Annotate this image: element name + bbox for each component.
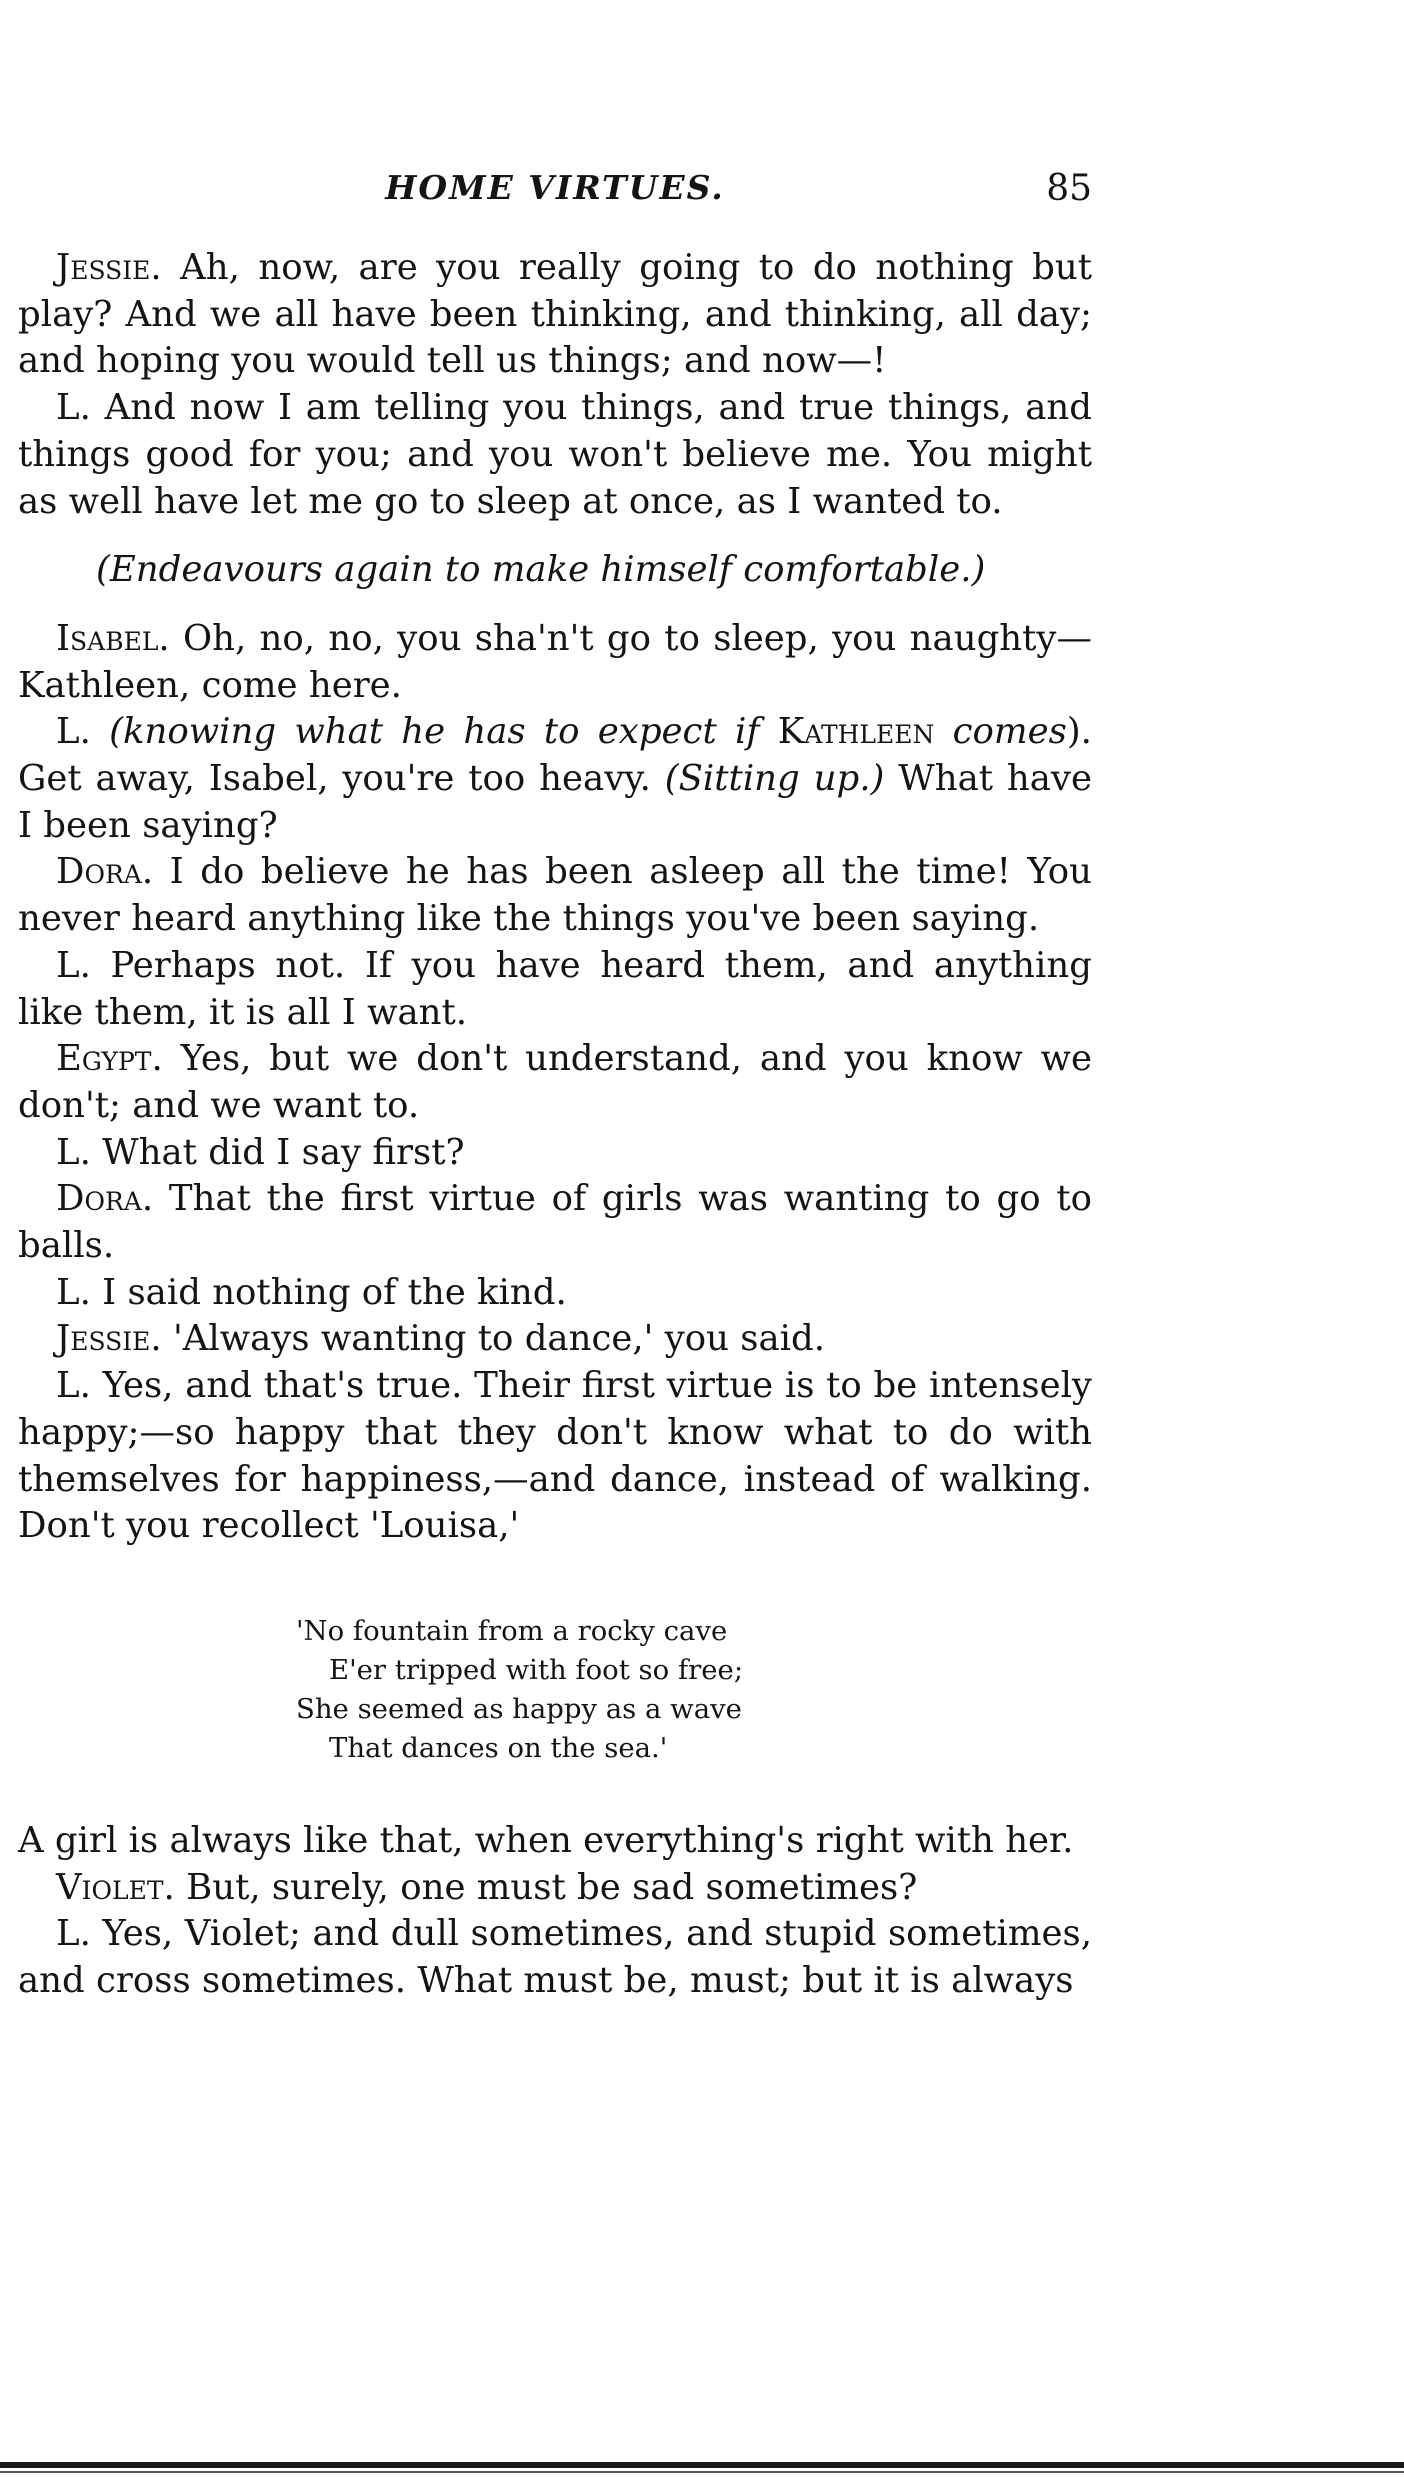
dialogue-paragraph (18, 1270, 1092, 1317)
speaker-name: L. (56, 944, 91, 986)
dialogue-paragraph (18, 943, 1092, 1036)
dialogue-paragraph (18, 1363, 1092, 1550)
dialogue-text: That the first virtue of girls was wanting to go to balls. (18, 1178, 1092, 1267)
page-number: 85 (1046, 168, 1092, 209)
speaker-name: L. (56, 1365, 91, 1407)
speaker-name: Jessie. (56, 1318, 162, 1360)
dialogue-text: Yes, but we don't understand, and you know we don't; and we want to. (18, 1038, 1092, 1126)
poem-quote (296, 1612, 1092, 1768)
speaker-name: Dora. (56, 851, 154, 893)
poem-line: She seemed as happy as a wave (296, 1692, 742, 1725)
dialogue-paragraph (18, 1316, 1092, 1363)
dialogue-text: I said nothing of the kind. (90, 1271, 567, 1313)
dialogue-text: Ah, now, are you really going to do nothing but play? And we all have been thinking, and thinking, all day; and hoping you would tell us things; and now—! (18, 247, 1092, 382)
dialogue-paragraph (18, 245, 1092, 385)
dialogue-text: What have I been saying? (18, 758, 1092, 846)
speaker-name: L. (56, 387, 91, 429)
stage-note: (knowing what he has to expect if (109, 711, 760, 753)
character-name: Kathleen (777, 711, 935, 753)
speaker-name: Jessie. (56, 247, 162, 288)
dialogue-paragraph (18, 1865, 1092, 1912)
running-title: HOME VIRTUES. (385, 168, 725, 207)
speaker-name: L. (56, 1131, 91, 1173)
stage-direction: (Endeavours again to make himself comfortable.) (96, 549, 986, 591)
dialogue-paragraph (18, 1036, 1092, 1129)
dialogue-text: Perhaps not. If you have heard them, and anything like them, it is all I want. (18, 944, 1092, 1033)
dialogue-text: Yes, and that's true. Their first virtue is to be intensely happy;—so happy that they don't know what to do with themselves for happiness,—and dance, instead of walking. Don't you recollect 'Louisa,' (18, 1365, 1092, 1547)
speaker-name: Egypt. (56, 1038, 163, 1080)
poem-line: 'No fountain from a rocky cave (296, 1614, 728, 1647)
dialogue-paragraph (18, 849, 1092, 942)
poem-line: That dances on the sea.' (329, 1731, 668, 1764)
page-header (18, 168, 1092, 218)
dialogue-text: Oh, no, no, you sha'n't go to sleep, you naughty—Kathleen, come here. (18, 617, 1092, 706)
speaker-name: Isabel. (56, 617, 170, 659)
poem-line: E'er tripped with foot so free; (329, 1653, 744, 1686)
dialogue-paragraph (18, 385, 1092, 525)
bottom-border-thin (0, 2471, 1404, 2473)
dialogue-text: What did I say first? (90, 1131, 465, 1173)
speaker-name: Violet. (56, 1866, 175, 1908)
dialogue-text: Yes, Violet; and dull sometimes, and stupid sometimes, and cross sometimes. What must be, must; but it is always (18, 1913, 1092, 2002)
speaker-name: L. (56, 711, 91, 753)
dialogue-paragraph (18, 616, 1092, 709)
dialogue-paragraph (18, 1130, 1092, 1177)
speaker-name: L. (56, 1271, 91, 1313)
dialogue-paragraph (18, 709, 1092, 849)
stage-note: (Sitting up.) (664, 758, 885, 800)
narrative-line: A girl is always like that, when everything's right with her. (18, 1819, 1074, 1861)
dialogue-text: ). Get away, Isabel, you're too heavy. (18, 711, 1092, 800)
dialogue-paragraph (18, 1176, 1092, 1269)
body-text (18, 245, 1092, 2005)
dialogue-text: And now I am telling you things, and true things, and things good for you; and you won't believe me. You might as well have let me go to sleep at once, as I wanted to. (18, 387, 1092, 522)
dialogue-paragraph (18, 1911, 1092, 2004)
speaker-name: L. (56, 1913, 91, 1955)
dialogue-text: I do believe he has been asleep all the time! You never heard anything like the things you've been saying. (18, 851, 1092, 940)
bottom-border (0, 2462, 1404, 2468)
stage-note: comes (952, 711, 1067, 753)
dialogue-text: 'Always wanting to dance,' you said. (161, 1318, 825, 1360)
dialogue-text: But, surely, one must be sad sometimes? (174, 1866, 918, 1908)
speaker-name: Dora. (56, 1178, 154, 1220)
